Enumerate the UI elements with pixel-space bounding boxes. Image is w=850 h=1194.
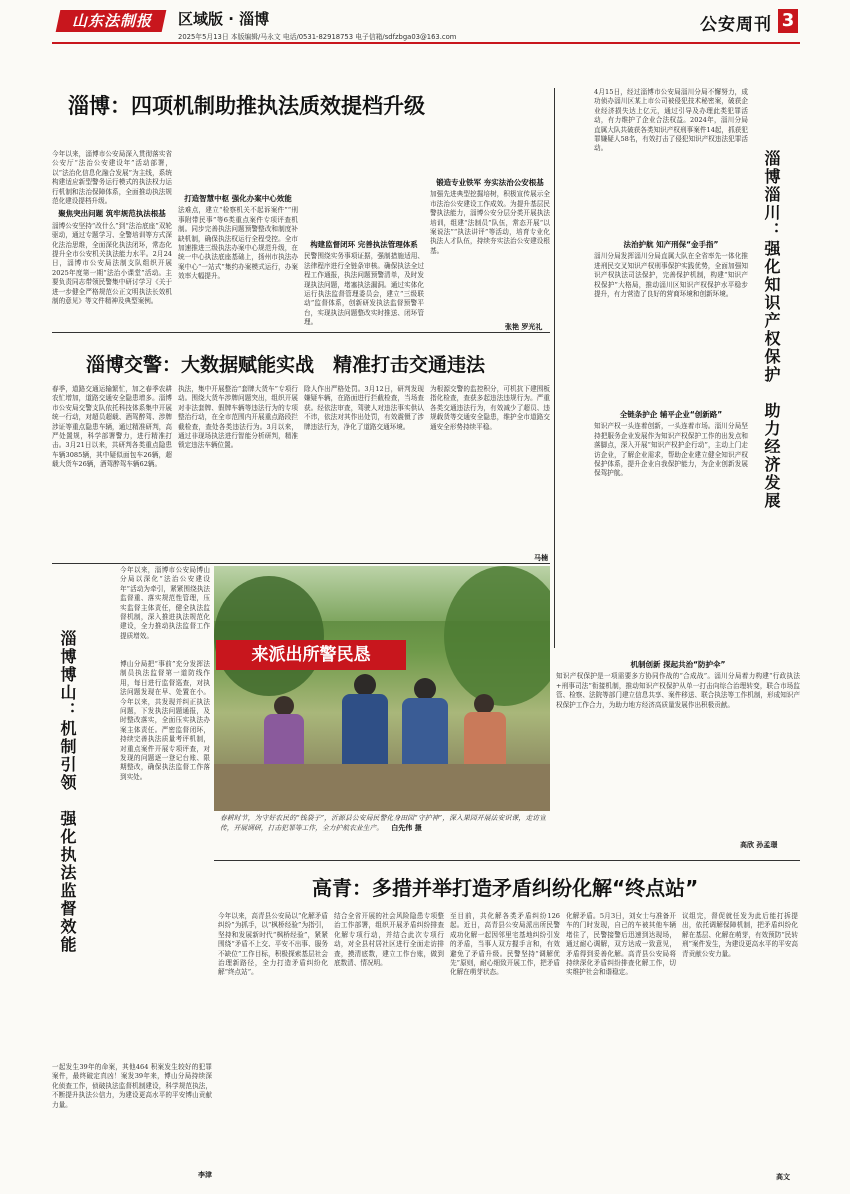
a5-author: 高文 bbox=[776, 1173, 790, 1181]
a3-body: 博山分局把“事前”充分发挥法制员执法监督第一道防线作用，每日进行监督巡查，对执法问题发现在早、处置在小。今年以来，共发现并纠正执法问题，下发执法问题通报，及时整改落实，全面压实执法办案主体责任。严密监督闭环，持续完善执法质量考评机制，对重点案件开展专项评查，对发现的问题逐一登记台账、限期整改，确保执法监督工作落到实处。 bbox=[120, 660, 210, 781]
masthead bbox=[0, 0, 850, 50]
a5-col5: 议组完，督促就任发为此后能打拆提出，依托调解保障机制，把矛盾纠纷化解在基层、化解在萌芽，有效预防“民转刑”案件发生，为建设更高水平的平安高青贡献公安力量。 bbox=[682, 912, 798, 958]
a1-col1 bbox=[52, 150, 172, 375]
photo-caption-text: 春耕时节，为守好农民的“钱袋子”，沂源县公安局民警化身田园“守护神”，深入果园开展法安识课，走访宣传，开展调研，打击犯罪等工作，全力护航农业生产。 bbox=[220, 814, 546, 832]
person-officer-2 bbox=[414, 678, 436, 700]
photo-tree-left bbox=[214, 576, 324, 696]
person-officer-1 bbox=[354, 674, 376, 696]
a4-subhead-1: 法治护航 知产刑保“金手指” bbox=[623, 240, 719, 249]
person-villager-1 bbox=[274, 696, 294, 716]
section-label: 区域版 · 淄博 bbox=[178, 10, 270, 28]
a3-intro: 今年以来，淄博市公安局博山分局以深化“法治公安建设年”活动为牵引，紧紧围绕执法监督重、落实规范性管理，压实监督主体责任，健全执法监督机制，深入推进执法规范化建设，全力推动执法监督工作提质增效。 bbox=[120, 566, 210, 640]
a4-col1 bbox=[594, 88, 748, 243]
a1-col3-text: 民警围绕实务事项证据，强制措施适用、法律程序进行全链条审核。确保执法全过程工作通报，执法问题预警清单，及时发现执法问题，堵塞执法漏洞。通过实体化运行执法监督管理委员会，建立“三级联动”监督体系，创新研发执法监督预警平台，实现执法问题整改实时推送、闭环管理。 bbox=[304, 252, 424, 327]
vtitle-boshan: 淄博博山：机制引领 强化执法监督效能 bbox=[58, 630, 77, 954]
headline-zibo-four-mechanisms: 淄博：四项机制助推执法质效提档升级 bbox=[68, 94, 425, 118]
a4-col2 bbox=[594, 240, 748, 410]
photo-credit: 白先伟 摄 bbox=[391, 823, 422, 832]
logo-text: 山东法制报 bbox=[71, 12, 152, 30]
a4-author: 高欣 孙孟璟 bbox=[740, 841, 778, 849]
a2-col4: 为根源交警的监控积分，可机抗下建围板指化检查，查获多起违法违规行为。严重各类交通违法行为，有效减少了超员、违规载货等交通安全隐患，维护全市道路交通安全形势持续平稳。 bbox=[430, 385, 550, 431]
a5-col2: 结合全省开展的社会风险隐患专项整治工作部署，组织开展矛盾纠纷排查化解专项行动，并结合此次专项行动，对全县村居社区进行全面走访排查，摸清底数，建立工作台账，做到底数清、情况明。 bbox=[334, 912, 444, 968]
a3-author: 李津 bbox=[198, 1171, 212, 1179]
headline-zibo-traffic-police: 淄博交警：大数据赋能实战 精准打击交通违法 bbox=[86, 354, 486, 376]
feature-photo bbox=[214, 566, 550, 811]
a5-col4: 化解矛盾。5月3日，刘女士与准备开车的门时发现，自己的车被其他车辆堵住了，民警接警后迅速到达现场，通过耐心调解，双方达成一致意见，矛盾得到妥善化解。高青县公安局将持续深化矛盾纠纷排查化解工作，切实维护社会和谐稳定。 bbox=[566, 912, 676, 977]
page-number: 3 bbox=[778, 9, 798, 33]
a2-col2: 执法，集中开展整治“套牌大货车”专项行动。围绕大货车涉牌问题突出，组织开展对非法套牌、假牌车辆等违法行为的专项整治行动，在全市范围内开展重点路段拦截检查，查处各类违法行为。3月以来，通过非现场执法进行智能分析研判，精准锁定违法车辆位置。 bbox=[178, 385, 298, 450]
a1-col4 bbox=[430, 150, 550, 375]
masthead-rule bbox=[52, 42, 800, 44]
a4-subhead-3: 机制创新 探起共治“防护伞” bbox=[630, 660, 726, 669]
person-villager-1-body bbox=[264, 714, 304, 769]
rule-a1-bottom bbox=[52, 332, 550, 333]
a1-col2 bbox=[178, 150, 298, 375]
person-officer-2-body bbox=[402, 698, 448, 764]
a1-subhead-1: 聚焦突出问题 筑牢规范执法根基 bbox=[58, 209, 166, 219]
rule-a1-right-divider bbox=[554, 88, 555, 648]
a1-subhead-3: 构建监督闭环 完善执法管理体系 bbox=[310, 240, 418, 249]
rule-a2-bottom bbox=[52, 563, 550, 564]
a4-col3-text: 知识产权一头连着创新，一头连着市场。淄川分局坚持把服务企业发展作为知识产权保护工作的出发点和落脚点，深入开展“知识产权护企行动”，主动上门走访企业，了解企业需求，帮助企业建立健全知识产权保护体系，提升企业自我保护能力，为企业创新发展保驾护航。 bbox=[594, 422, 748, 478]
a1-subhead-2: 打造智慧中枢 强化办案中心效能 bbox=[184, 194, 292, 203]
a1-subhead-4: 锻造专业铁军 夯实法治公安根基 bbox=[436, 178, 544, 187]
photo-ground bbox=[214, 764, 550, 811]
a4-subhead-2: 全链条护企 辅平企业“创新路” bbox=[619, 410, 723, 419]
issue-meta: 2025年5月13日 本版编辑/马永文 电话/0531-82918753 电子信箱/sdfzbga03@163.com bbox=[178, 33, 457, 41]
a4-col1-text: 4月15日，经过淄博市公安局淄川分局不懈努力，成功侦办淄川区某上市公司被侵犯技术秘密案，破获企业经济损失达上亿元，通过引导及办理此类犯罪活动，有力维护了企业合法权益。2024年，淄川分局直属大队共破获各类知识产权刑事案件14起，抓获犯罪嫌疑人58名，有效打击了侵犯知识产权违法犯罪活动。 bbox=[594, 88, 748, 153]
a2-author: 马楠 bbox=[534, 554, 548, 562]
a3-body2: 一起发生39年的命案，其他464 积案发生较好的犯罪案件，最终破定真凶！案发39年来，博山分局持续深化侦查工作，侦破执法监督机制建设，科学规范执法，不断提升执法公信力，为建设更高水平的平安博山贡献力量。 bbox=[52, 1063, 212, 1109]
photo-caption bbox=[220, 814, 546, 850]
a1-col1-text: 今年以来，淄博市公安局深入贯彻落实省公安厅“法治公安建设年”活动部署，以“法治化信息化融合发展”为主线，系统构建适应新型警务运行模式的执法权力运行机制和法治保障体系，全面推动执法规范化建设提档升级。 bbox=[52, 150, 172, 206]
a1-col4-text: 加强先进典型挖掘培树，积极宣传展示全市法治公安建设工作成效。为提升基层民警执法能力，淄博公安分层分类开展执法培训，组建“法制员”队伍，常态开展“以案说法”“执法讲评”等活动，培育专业化执法人才队伍，持续夯实法治公安建设根基。 bbox=[430, 190, 550, 255]
a1-col1b-text: 淄博公安坚持“改什么”到“法治底座”双轮驱动，通过专题学习、全警培训等方式深化法治思维，全面深化执法闭环，常态化提升全市公安机关执法能力水平。2月24日，淄博市公安局法制支队组织开展2025年度第一期“法治小课堂”活动。主要负责同志带领民警集中研讨学习《关于进一步健全严格规范公正文明执法长效机制的意见》等文件精神及典型案例。 bbox=[52, 221, 172, 306]
photo-tree-right bbox=[444, 566, 550, 706]
column-name: 公安周刊 bbox=[700, 15, 772, 35]
a4-col4 bbox=[556, 660, 800, 850]
a4-col3 bbox=[594, 410, 748, 660]
headline-gaoqing: 高青：多措并举打造矛盾纠纷化解“终点站” bbox=[312, 876, 699, 900]
a2-col1: 春季，道路交通运输繁忙，加之春季农耕农忙增加，道路交通安全隐患增多。淄博市公安局交警支队依托科技体系集中开展统一行动，对超员超载、酒驾醉驾、涉牌涉证等重点隐患车辆，通过精准研判，高严处置规，科学部署警力，进行精准打击。3月21日以来，共研判各类重点隐患车辆3085辆，其中疑似面包车26辆，超载大货车26辆，酒驾醉驾车辆62辆。 bbox=[52, 385, 172, 469]
a5-col1: 今年以来，高青县公安局以“化解矛盾纠纷”为抓手，以“枫桥经验”为指引，坚持和发展新时代“枫桥经验”，紧紧围绕“矛盾不上交、平安不出事、服务不缺位”工作目标，积极探索基层社会治理新路径，全力打造矛盾纠纷化解“终点站”。 bbox=[218, 912, 328, 977]
a4-col4-text: 知识产权保护是一项需要多方协同作战的“合成战”。淄川分局着力构建“行政执法+刑事司法”衔接机制，推动知识产权保护从单一打击向综合治理转变，联合市场监管、检察、法院等部门建立信息共享、案件移送、联合执法等工作机制，形成知识产权保护工作合力，为助力地方经济高质量发展作出积极贡献。 bbox=[556, 672, 800, 709]
rule-photo-bottom bbox=[214, 860, 800, 861]
a2-col3: 除人作出严格处罚。3月12日，研判发现嫌疑车辆，在路面进行拦截检查，当场查获。经依法审查，驾驶人对违法事实供认不讳，依法对其作出处罚，有效震慑了涉牌违法行为，净化了道路交通环境。 bbox=[304, 385, 424, 431]
a4-col2-text: 淄川分局发挥淄川分局直属大队在全省率先一体化推进刑民交叉知识产权刑事保护实践优势，全面加强知识产权执法司法保护，完善保护机制，构建“知识产权保护”大格局，推动淄川区知识产权保护水平稳步提升，有力营造了良好的营商环境和创新环境。 bbox=[594, 252, 748, 299]
photo-banner: 来派出所警民恳 bbox=[216, 640, 406, 670]
person-villager-2-body bbox=[464, 712, 506, 768]
a1-col2-text: 法难点，建立“检察机关不起诉案件”“刑事附带民事”等6类重点案件专项评查机制。同步完善执法问题预警整改和制度补缺机制，确保执法权运行全程受控。全市加速推进三级执法办案中心规范升级，在统一中心执法底座基础上，扬州市执法办案中心“一站式”集约办案模式运行，办案效率大幅提升。 bbox=[178, 206, 298, 281]
person-villager-2 bbox=[474, 694, 494, 714]
a5-col3: 至目前，共化解各类矛盾纠纷126起。近日，高青县公安局派出所民警成功化解一起因邻里宅基地纠纷引发的矛盾，当事人双方握手言和，有效避免了矛盾升级。民警坚持“调解优先”原则，耐心细致开展工作，把矛盾化解在萌芽状态。 bbox=[450, 912, 560, 977]
person-officer-1-body bbox=[342, 694, 388, 764]
a1-author: 张艳 罗光礼 bbox=[505, 323, 543, 331]
vtitle-zichuan: 淄博淄川：强化知识产权保护 助力经济发展 bbox=[762, 150, 781, 510]
a1-col3 bbox=[304, 150, 424, 375]
